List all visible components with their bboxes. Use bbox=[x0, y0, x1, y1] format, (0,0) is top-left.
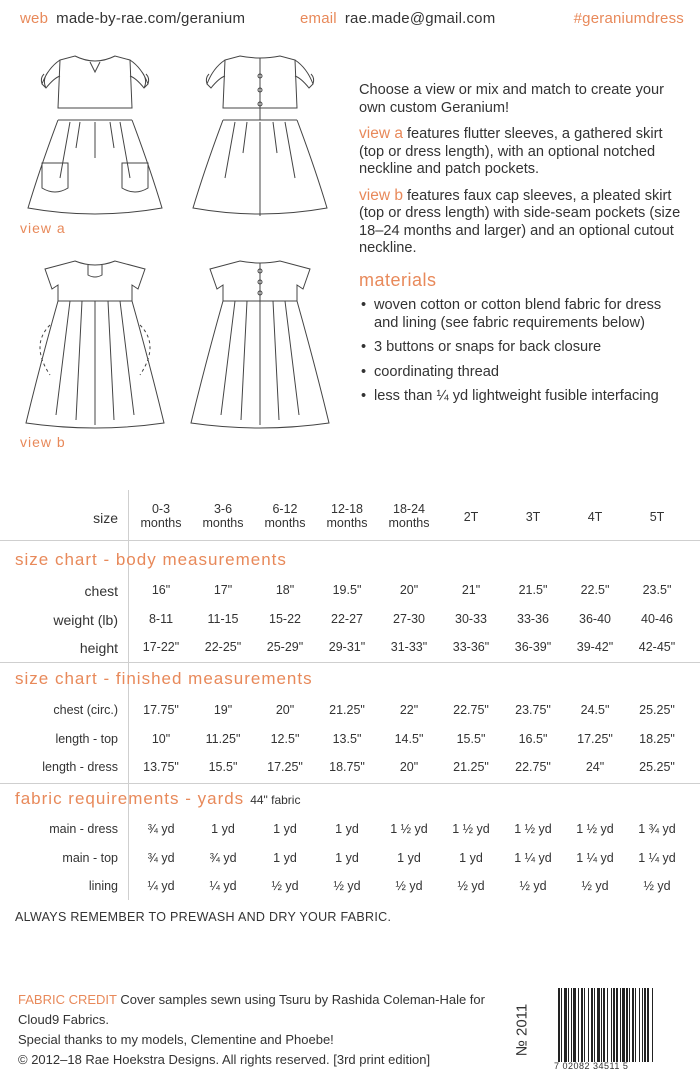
pattern-description bbox=[359, 82, 689, 413]
size-unit: months bbox=[326, 516, 368, 530]
size-range: 5T bbox=[649, 510, 665, 524]
barcode-bar bbox=[581, 988, 583, 1062]
table-cell: 33-36 bbox=[517, 612, 549, 626]
barcode-bar bbox=[611, 988, 612, 1062]
intro-text: Choose a view or mix and match to create your own custom Geranium! bbox=[359, 82, 664, 116]
barcode-bar bbox=[613, 988, 615, 1062]
view-b-back-illustration bbox=[185, 255, 335, 430]
row-label: chest bbox=[84, 583, 118, 599]
table-cell: 17.25" bbox=[267, 760, 303, 774]
table-cell: 15-22 bbox=[269, 612, 301, 626]
table-cell: 25.25" bbox=[639, 703, 675, 717]
size-column-header bbox=[254, 502, 316, 530]
table-cell: 1 ½ yd bbox=[390, 822, 428, 836]
web-label: web bbox=[20, 10, 49, 27]
table-cell: 39-42" bbox=[576, 640, 614, 654]
table-cell: 14.5" bbox=[394, 732, 424, 746]
section-title bbox=[15, 669, 313, 689]
barcode-bar bbox=[616, 988, 618, 1062]
table-cell: 19" bbox=[213, 703, 233, 717]
barcode-bar bbox=[629, 988, 630, 1062]
table-cell: 22" bbox=[399, 703, 419, 717]
table-cell: 27-30 bbox=[393, 612, 425, 626]
table-cell: 21.25" bbox=[453, 760, 489, 774]
barcode-bar bbox=[644, 988, 646, 1062]
table-cell: 21.5" bbox=[518, 583, 548, 597]
barcode-bar bbox=[635, 988, 636, 1062]
materials-item: • coordinating thread bbox=[359, 364, 689, 382]
barcode-bar bbox=[597, 988, 600, 1062]
table-cell: 11.25" bbox=[205, 732, 241, 746]
table-cell: 22-25" bbox=[204, 640, 242, 654]
table-cell: 16.5" bbox=[518, 732, 548, 746]
section-title bbox=[15, 550, 287, 570]
header-bar bbox=[20, 10, 684, 32]
table-cell: 20" bbox=[399, 583, 419, 597]
table-cell: 17.25" bbox=[577, 732, 613, 746]
table-cell: 25-29" bbox=[266, 640, 304, 654]
section-title-text: size chart - body measurements bbox=[15, 550, 287, 569]
table-cell: 31-33" bbox=[390, 640, 428, 654]
table-rule bbox=[0, 783, 700, 784]
table-cell: 1 yd bbox=[335, 851, 359, 865]
table-cell: 24.5" bbox=[580, 703, 610, 717]
table-cell: 15.5" bbox=[208, 760, 238, 774]
table-cell: 13.5" bbox=[332, 732, 362, 746]
materials-item: • less than ¼ yd lightweight fusible interfacing bbox=[359, 388, 689, 406]
size-range: 18-24 bbox=[393, 502, 425, 516]
table-cell: 12.5" bbox=[270, 732, 300, 746]
view-a-back-illustration bbox=[185, 48, 335, 218]
materials-item: • 3 buttons or snaps for back closure bbox=[359, 339, 689, 357]
materials-list bbox=[359, 297, 689, 406]
table-cell: 15.5" bbox=[456, 732, 486, 746]
table-cell: ¾ yd bbox=[147, 851, 175, 865]
size-column-header bbox=[192, 502, 254, 530]
email-label: email bbox=[300, 10, 337, 27]
section-title-text: size chart - finished measurements bbox=[15, 669, 313, 688]
table-cell: ½ yd bbox=[643, 879, 671, 893]
size-label: size bbox=[93, 510, 118, 526]
section-title-text: fabric requirements - yards bbox=[15, 789, 245, 808]
table-cell: 20" bbox=[399, 760, 419, 774]
table-cell: 30-33 bbox=[455, 612, 487, 626]
materials-title: materials bbox=[359, 269, 437, 290]
size-range: 12-18 bbox=[331, 502, 363, 516]
catalog-number: № 2011 bbox=[513, 1003, 531, 1057]
size-column-header bbox=[440, 502, 502, 524]
table-cell: ½ yd bbox=[333, 879, 361, 893]
barcode-bar bbox=[584, 988, 585, 1062]
section-subtitle: 44" fabric bbox=[250, 793, 301, 807]
table-cell: 18.25" bbox=[639, 732, 675, 746]
size-column-header bbox=[502, 502, 564, 524]
table-cell: 10" bbox=[151, 732, 171, 746]
view-a-front-illustration bbox=[20, 48, 170, 218]
table-cell: 1 ½ yd bbox=[576, 822, 614, 836]
view-b-front-illustration bbox=[20, 255, 170, 430]
section-title bbox=[15, 789, 300, 809]
table-cell: 22.75" bbox=[515, 760, 551, 774]
prewash-notice: ALWAYS REMEMBER TO PREWASH AND DRY YOUR FABRIC. bbox=[15, 910, 392, 924]
barcode-bar bbox=[642, 988, 643, 1062]
size-unit: months bbox=[202, 516, 244, 530]
barcode-digits: 7 02082 34511 5 bbox=[554, 1061, 629, 1071]
row-label: lining bbox=[88, 879, 118, 893]
table-cell: ¾ yd bbox=[209, 851, 237, 865]
barcode-bar bbox=[601, 988, 602, 1062]
size-unit: months bbox=[388, 516, 430, 530]
table-rule bbox=[0, 540, 700, 541]
row-label: length - dress bbox=[42, 760, 118, 774]
table-cell: 1 ¼ yd bbox=[514, 851, 552, 865]
size-range: 4T bbox=[587, 510, 603, 524]
barcode-bar bbox=[578, 988, 579, 1062]
size-range: 3-6 bbox=[213, 502, 233, 516]
table-cell: 21" bbox=[461, 583, 481, 597]
barcode-bar bbox=[622, 988, 625, 1062]
table-cell: 23.5" bbox=[642, 583, 672, 597]
table-cell: 36-40 bbox=[579, 612, 611, 626]
size-column-header bbox=[316, 502, 378, 530]
size-unit: months bbox=[140, 516, 182, 530]
table-cell: 42-45" bbox=[638, 640, 676, 654]
view-a-label: view a bbox=[20, 220, 66, 236]
table-cell: 23.75" bbox=[515, 703, 551, 717]
table-cell: 25.25" bbox=[639, 760, 675, 774]
table-cell: 17-22" bbox=[142, 640, 180, 654]
table-cell: ¼ yd bbox=[209, 879, 237, 893]
barcode-bar bbox=[626, 988, 628, 1062]
view-b-description: view b features faux cap sleeves, a pleated skirt (top or dress length) with side-seam pockets (size 18–24 months and larger) and an optional cutout neckline. bbox=[359, 186, 681, 256]
table-cell: 21.25" bbox=[329, 703, 365, 717]
view-b-label: view b bbox=[20, 434, 66, 450]
email-address[interactable]: rae.made@gmail.com bbox=[344, 10, 496, 27]
size-column-header bbox=[378, 502, 440, 530]
table-cell: 40-46 bbox=[641, 612, 673, 626]
table-cell: 18.75" bbox=[329, 760, 365, 774]
table-cell: 33-36" bbox=[452, 640, 490, 654]
table-cell: 17.75" bbox=[143, 703, 179, 717]
table-cell: 1 ¾ yd bbox=[638, 822, 676, 836]
table-cell: ½ yd bbox=[519, 879, 547, 893]
table-cell: 1 ½ yd bbox=[514, 822, 552, 836]
table-cell: 1 yd bbox=[211, 822, 235, 836]
table-cell: ½ yd bbox=[457, 879, 485, 893]
table-cell: 22-27 bbox=[331, 612, 363, 626]
size-range: 3T bbox=[525, 510, 541, 524]
table-cell: 29-31" bbox=[328, 640, 366, 654]
size-column-header bbox=[130, 502, 192, 530]
table-rule bbox=[0, 662, 700, 663]
copyright-text: © 2012–18 Rae Hoekstra Designs. All rights reserved. [3rd print edition] bbox=[18, 1052, 431, 1067]
table-cell: 17" bbox=[213, 583, 233, 597]
row-label: chest (circ.) bbox=[53, 703, 118, 717]
web-url[interactable]: made-by-rae.com/geranium bbox=[56, 10, 246, 27]
size-column-header bbox=[626, 502, 688, 524]
table-cell: 19.5" bbox=[332, 583, 362, 597]
table-cell: 1 yd bbox=[273, 822, 297, 836]
table-cell: 1 yd bbox=[459, 851, 483, 865]
table-cell: ½ yd bbox=[581, 879, 609, 893]
table-cell: 13.75" bbox=[143, 760, 179, 774]
row-label: main - dress bbox=[49, 822, 118, 836]
row-label: main - top bbox=[62, 851, 118, 865]
table-cell: 1 ¼ yd bbox=[638, 851, 676, 865]
table-cell: 1 yd bbox=[335, 822, 359, 836]
table-cell: 11-15 bbox=[207, 612, 239, 626]
size-unit: months bbox=[264, 516, 306, 530]
table-cell: 1 yd bbox=[397, 851, 421, 865]
table-cell: 1 ¼ yd bbox=[576, 851, 614, 865]
table-cell: 16" bbox=[151, 583, 171, 597]
barcode-bar bbox=[564, 988, 567, 1062]
size-column-header bbox=[564, 502, 626, 524]
barcode-bar bbox=[568, 988, 569, 1062]
table-cell: 20" bbox=[275, 703, 295, 717]
web-contact bbox=[20, 10, 245, 27]
barcode bbox=[556, 988, 686, 1062]
table-cell: ½ yd bbox=[395, 879, 423, 893]
table-cell: ¾ yd bbox=[147, 822, 175, 836]
barcode-bar bbox=[639, 988, 640, 1062]
barcode-bar bbox=[591, 988, 593, 1062]
fabric-credit: FABRIC CREDIT Cover samples sewn using Tsuru by Rashida Coleman-Hale for Cloud9 Fabrics. bbox=[18, 992, 485, 1027]
view-a-description: view a features flutter sleeves, a gathered skirt (top or dress length), with an optional notched neckline and patch pockets. bbox=[359, 125, 663, 177]
row-label: weight (lb) bbox=[53, 612, 118, 628]
table-cell: 36-39" bbox=[514, 640, 552, 654]
barcode-bar bbox=[594, 988, 595, 1062]
row-label: length - top bbox=[55, 732, 118, 746]
barcode-bar bbox=[632, 988, 634, 1062]
hashtag: #geraniumdress bbox=[573, 10, 684, 27]
barcode-bar bbox=[573, 988, 576, 1062]
barcode-bar bbox=[561, 988, 562, 1062]
table-cell: ¼ yd bbox=[147, 879, 175, 893]
size-range: 0-3 bbox=[151, 502, 171, 516]
barcode-bar bbox=[647, 988, 649, 1062]
barcode-bar bbox=[607, 988, 608, 1062]
table-cell: 24" bbox=[585, 760, 605, 774]
barcode-bar bbox=[652, 988, 653, 1062]
thanks-text: Special thanks to my models, Clementine and Phoebe! bbox=[18, 1032, 334, 1047]
email-contact bbox=[300, 10, 495, 27]
table-cell: 22.75" bbox=[453, 703, 489, 717]
barcode-bar bbox=[620, 988, 621, 1062]
size-range: 6-12 bbox=[272, 502, 298, 516]
table-cell: ½ yd bbox=[271, 879, 299, 893]
barcode-bar bbox=[571, 988, 572, 1062]
barcode-bar bbox=[603, 988, 605, 1062]
barcode-bar bbox=[588, 988, 589, 1062]
table-cell: 22.5" bbox=[580, 583, 610, 597]
table-cell: 8-11 bbox=[148, 612, 174, 626]
materials-item: • woven cotton or cotton blend fabric for dress and lining (see fabric requirements below) bbox=[359, 297, 689, 332]
size-range: 2T bbox=[463, 510, 479, 524]
table-cell: 18" bbox=[275, 583, 295, 597]
footer-credits bbox=[18, 990, 498, 1070]
table-cell: 1 yd bbox=[273, 851, 297, 865]
table-cell: 1 ½ yd bbox=[452, 822, 490, 836]
barcode-bar bbox=[558, 988, 560, 1062]
row-label: height bbox=[79, 640, 118, 656]
